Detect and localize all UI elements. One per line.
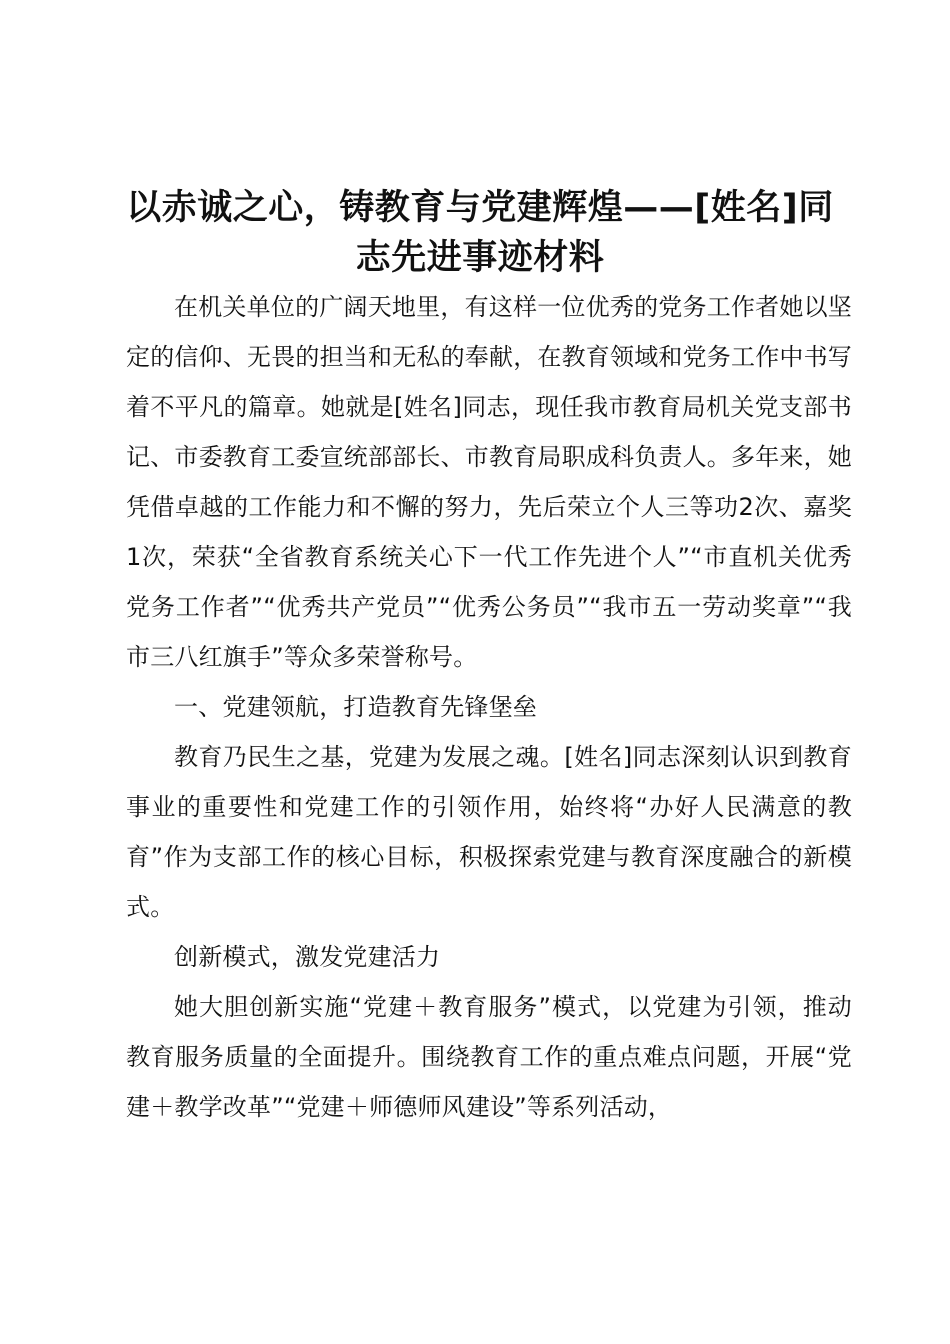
subsection-heading: 创新模式，激发党建活力 [174,943,441,971]
section-1-paragraph: 教育乃民生之基，党建为发展之魂。[姓名]同志深刻认识到教育事业的重要性和党建工作的引领作用，始终将“办好人民满意的教育”作为支部工作的核心目标，积极探索党建与教育深度融合的新模式。 [126,743,852,921]
subsection-paragraph: 她大胆创新实施“党建＋教育服务”模式，以党建为引领，推动教育服务质量的全面提升。围绕教育工作的重点难点问题，开展“党建＋教学改革”“党建＋师德师风建设”等系列活动， [126,993,852,1121]
section-heading-1: 一、党建领航，打造教育先锋堡垒 [174,693,537,721]
document-body [126,282,852,1132]
document-title: 以赤诚之心，铸教育与党建辉煌——[姓名]同志先进事迹材料 [126,188,834,278]
intro-paragraph: 在机关单位的广阔天地里，有这样一位优秀的党务工作者她以坚定的信仰、无畏的担当和无私的奉献，在教育领域和党务工作中书写着不平凡的篇章。她就是[姓名]同志，现任我市教育局机关党支部书记、市委教育工委宣统部部长、市教育局职成科负责人。多年来，她凭借卓越的工作能力和不懈的努力，先后荣立个人三等功2次、嘉奖1次，荣获“全省教育系统关心下一代工作先进个人”“市直机关优秀党务工作者”“优秀共产党员”“优秀公务员”“我市五一劳动奖章”“我市三八红旗手”等众多荣誉称号。 [126,293,852,671]
